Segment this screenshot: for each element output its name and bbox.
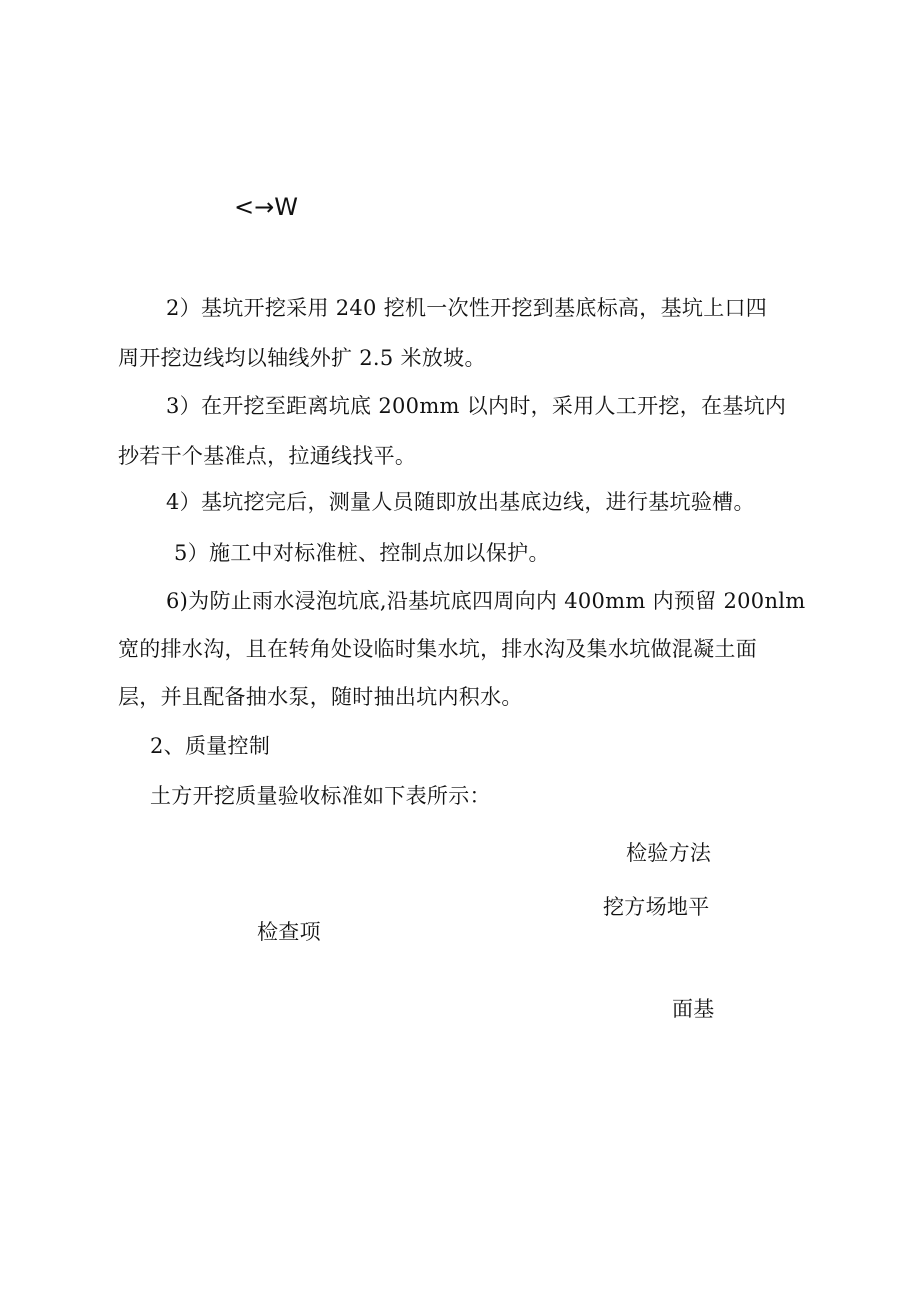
paragraph-3-line-1: 3）在开挖至距离坑底 200mm 以内时，采用人工开挖，在基坑内 xyxy=(166,394,787,418)
paragraph-5-line-1: 5）施工中对标准桩、控制点加以保护。 xyxy=(174,541,550,565)
axis-symbol: <→W xyxy=(234,193,298,221)
paragraph-4-line-1: 4）基坑挖完后，测量人员随即放出基底边线，进行基坑验槽。 xyxy=(166,490,755,514)
table-col-base: 面基 xyxy=(672,997,715,1021)
table-col-excavation: 挖方场地平 xyxy=(603,895,710,919)
section-heading: 2、质量控制 xyxy=(150,734,271,758)
paragraph-6-line-3: 层，并且配备抽水泵，随时抽出坑内积水。 xyxy=(118,685,523,709)
paragraph-3-line-2: 抄若干个基准点，拉通线找平。 xyxy=(118,444,417,468)
paragraph-6-line-1: 6)为防止雨水浸泡坑底,沿基坑底四周向内 400mm 内预留 200nlm xyxy=(166,589,806,613)
paragraph-2-line-2: 周开挖边线均以轴线外扩 2.5 米放坡。 xyxy=(118,346,486,370)
intro-sentence: 土方开挖质量验收标准如下表所示： xyxy=(150,784,491,808)
paragraph-2-line-1: 2）基坑开挖采用 240 挖机一次性开挖到基底标高，基坑上口四 xyxy=(166,296,768,320)
paragraph-6-line-2: 宽的排水沟，且在转角处设临时集水坑，排水沟及集水坑做混凝土面 xyxy=(118,637,757,661)
table-header-item: 检查项 xyxy=(257,920,321,944)
table-header-method: 检验方法 xyxy=(626,841,712,865)
